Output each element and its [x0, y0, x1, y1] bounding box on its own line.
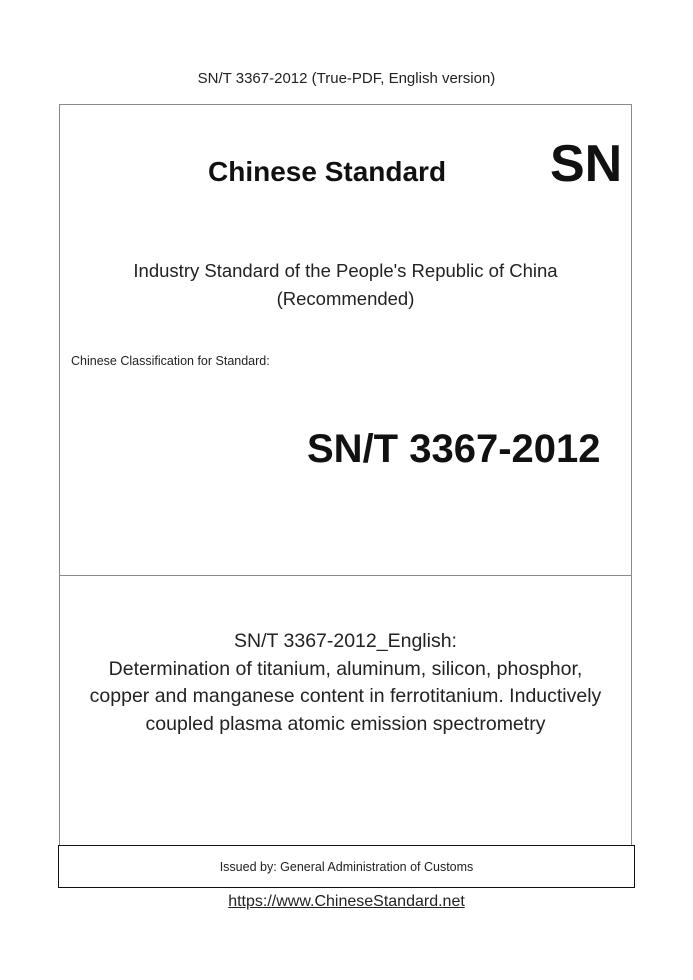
issued-by-box — [58, 845, 635, 888]
english-title-line: SN/T 3367-2012_English: — [234, 630, 457, 652]
industry-line-2: (Recommended) — [276, 288, 415, 309]
header-title: SN/T 3367-2012 (True-PDF, English version) — [197, 70, 496, 87]
website-link[interactable]: https://www.ChineseStandard.net — [228, 893, 465, 910]
english-title-line: coupled plasma atomic emission spectrometry — [145, 712, 546, 735]
section-divider — [59, 575, 632, 576]
english-title — [59, 628, 632, 738]
cover-title: Chinese Standard — [208, 156, 447, 187]
standard-number: SN/T 3367-2012 — [307, 427, 601, 471]
industry-line-1: Industry Standard of the People's Republic of China — [133, 260, 558, 281]
issued-by-text: Issued by: General Administration of Customs — [219, 859, 474, 874]
standard-code-mark: SN — [550, 135, 623, 193]
english-title-line: Determination of titanium, aluminum, silicon, phosphor, — [108, 657, 583, 680]
english-title-line: copper and manganese content in ferrotitanium. Inductively — [89, 685, 602, 707]
industry-standard-text — [59, 257, 632, 313]
classification-label: Chinese Classification for Standard: — [71, 354, 270, 368]
